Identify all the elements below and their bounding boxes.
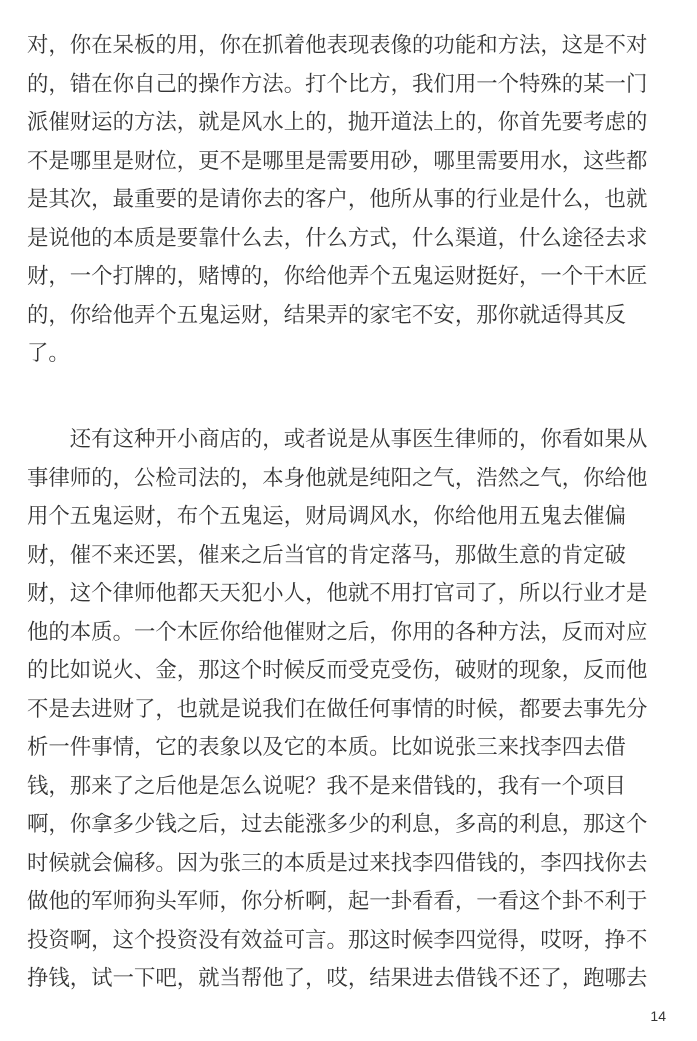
text-line: 用个五鬼运财，布个五鬼运，财局调风水，你给他用五鬼去催偏 <box>27 504 626 529</box>
text-line: 啊，你拿多少钱之后，过去能涨多少的利息，多高的利息，那这个 <box>27 812 648 837</box>
text-line: 财，催不来还罢，催来之后当官的肯定落马，那做生意的肯定破 <box>27 542 626 568</box>
text-line: 还有这种开小商店的，或者说是从事医生律师的，你看如果从 <box>27 427 648 452</box>
text-line: 他的本质。一个木匠你给他催财之后，你用的各种方法，反而对应 <box>27 619 648 645</box>
text-line: 事律师的，公检司法的，本身他就是纯阳之气，浩然之气，你给他 <box>27 465 648 491</box>
text-line: 时候就会偏移。因为张三的本质是过来找李四借钱的，李四找你去 <box>27 850 648 876</box>
text-line: 挣钱，试一下吧，就当帮他了，哎，结果进去借钱不还了，跑哪去 <box>27 966 648 991</box>
text-line: 派催财运的方法，就是风水上的，抛开道法上的，你首先要考虑的 <box>27 110 648 135</box>
text-line: 投资啊，这个投资没有效益可言。那这时候李四觉得，哎呀，挣不 <box>27 927 648 953</box>
text-line: 做他的军师狗头军师，你分析啊，起一卦看看，一看这个卦不利于 <box>27 889 648 914</box>
text-line: 不是去进财了，也就是说我们在做任何事情的时候，都要去事先分 <box>27 696 648 722</box>
text-line: 不是哪里是财位，更不是哪里是需要用砂，哪里需要用水，这些都 <box>27 148 648 174</box>
text-line: 是其次，最重要的是请你去的客户，他所从事的行业是什么，也就 <box>27 187 648 212</box>
text-line: 的，你给他弄个五鬼运财，结果弄的家宅不安，那你就适得其反 <box>27 302 626 328</box>
text-line: 的比如说火、金，那这个时候反而受克受伤，破财的现象，反而他 <box>27 658 648 683</box>
text-line: 的，错在你自己的操作方法。打个比方，我们用一个特殊的某一门 <box>27 71 648 97</box>
text-line: 财，一个打牌的，赌博的，你给他弄个五鬼运财挺好，一个干木匠 <box>27 264 648 289</box>
text-line: 了。 <box>27 341 70 366</box>
text-line: 析一件事情，它的表象以及它的本质。比如说张三来找李四去借 <box>27 735 626 760</box>
text-line: 财，这个律师他都天天犯小人，他就不用打官司了，所以行业才是 <box>27 581 648 606</box>
text-line: 对，你在呆板的用，你在抓着他表现表像的功能和方法，这是不对 <box>27 33 648 58</box>
page-number: 14 <box>650 1008 666 1024</box>
text-line: 是说他的本质是要靠什么去，什么方式，什么渠道，什么途径去求 <box>27 225 648 251</box>
paragraph-1 <box>27 27 670 374</box>
text-line: 钱，那来了之后他是怎么说呢？我不是来借钱的，我有一个项目 <box>27 773 626 799</box>
paragraph-2 <box>27 421 670 999</box>
